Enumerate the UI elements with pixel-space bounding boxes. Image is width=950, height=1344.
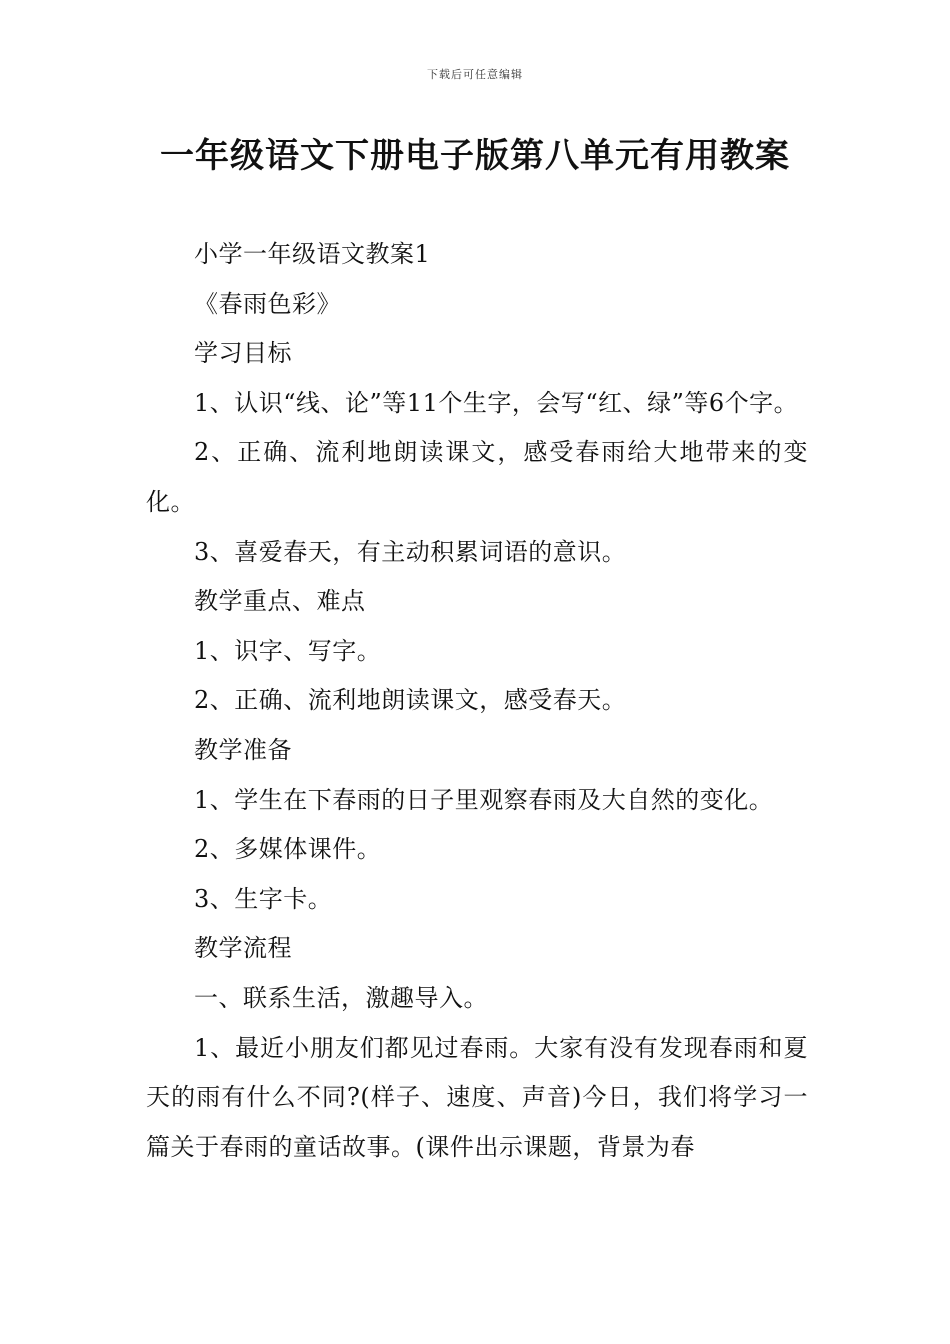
paragraph-key-point-1: 1、识字、写字。 [194,636,382,665]
paragraph-section-process: 教学流程 [194,934,292,963]
paragraph-section-goals: 学习目标 [194,339,292,368]
paragraph-goal-3: 3、喜爱春天，有主动积累词语的意识。 [194,537,627,566]
paragraph-preparation-2: 2、多媒体课件。 [194,835,382,864]
paragraph-section-key-points: 教学重点、难点 [194,587,366,616]
paragraph-preparation-1: 1、学生在下春雨的日子里观察春雨及大自然的变化。 [194,785,774,814]
paragraph-section-preparation: 教学准备 [194,735,292,764]
page-header-note: 下载后可任意编辑 [427,68,523,81]
paragraph-lesson-title: 《春雨色彩》 [194,289,341,318]
paragraph-goal-1: 1、认识“线、论”等11个生字，会写“红、绿”等6个字。 [194,388,799,417]
document-body [146,230,808,1172]
paragraph-process-detail-1: 1、最近小朋友们都见过春雨。大家有没有发现春雨和夏天的雨有什么不同?(样子、速度、声音)今日，我们将学习一篇关于春雨的童话故事。(课件出示课题，背景为春 [146,1033,808,1161]
paragraph-lesson-heading: 小学一年级语文教案1 [194,240,431,268]
document-title: 一年级语文下册电子版第八单元有用教案 [160,136,790,176]
paragraph-process-step-1: 一、联系生活，激趣导入。 [194,983,488,1012]
paragraph-goal-2: 2、正确、流利地朗读课文，感受春雨给大地带来的变化。 [146,438,808,516]
paragraph-preparation-3: 3、生字卡。 [194,884,333,913]
paragraph-key-point-2: 2、正确、流利地朗读课文，感受春天。 [194,686,627,715]
